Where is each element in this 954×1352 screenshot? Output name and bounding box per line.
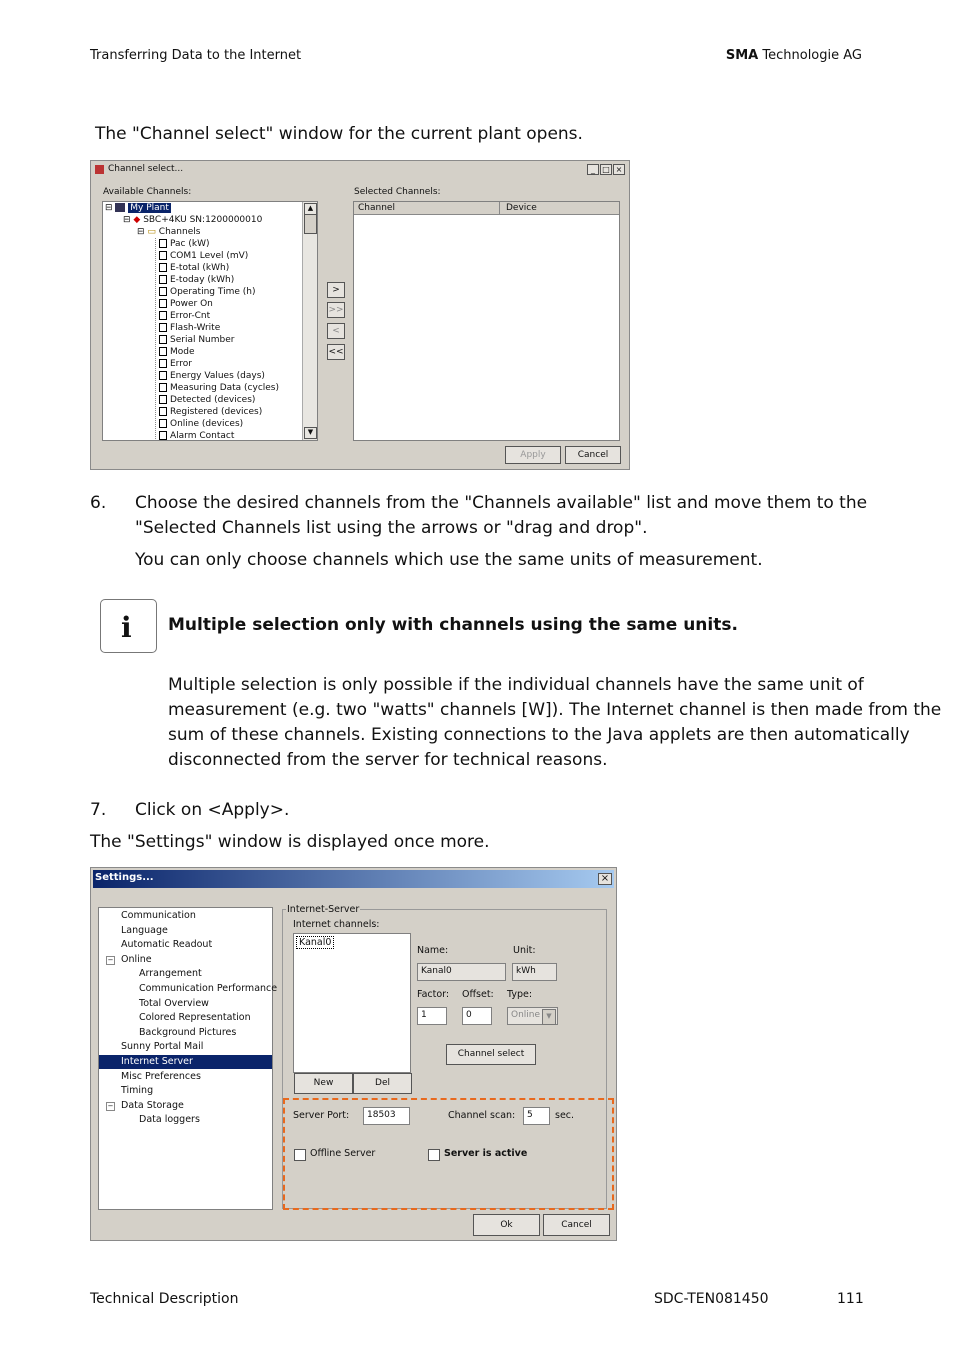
step-7-number: 7. xyxy=(90,800,107,820)
cancel-button[interactable]: Cancel xyxy=(565,446,621,464)
channel-icon xyxy=(159,287,167,296)
settings-window xyxy=(90,867,617,1241)
tree-scrollbar[interactable] xyxy=(302,202,317,440)
channel-label: Energy Values (days) xyxy=(170,371,265,381)
selected-channels-label: Selected Channels: xyxy=(354,187,441,197)
intro-text: The "Channel select" window for the current plant opens. xyxy=(95,124,583,144)
channel-icon xyxy=(159,239,167,248)
move-all-left-button[interactable]: << xyxy=(327,344,345,360)
channel-select-window xyxy=(90,160,630,470)
col-header-device[interactable]: Device xyxy=(500,202,619,215)
channels-folder-label: Channels xyxy=(158,227,201,237)
channel-icon xyxy=(159,335,167,344)
channel-tree-item[interactable] xyxy=(159,287,255,297)
channel-label: E-total (kWh) xyxy=(170,263,230,273)
nav-item[interactable] xyxy=(99,924,272,938)
nav-item-label: Internet Server xyxy=(121,1056,193,1067)
nav-item[interactable] xyxy=(99,909,272,923)
nav-item[interactable] xyxy=(99,1055,272,1069)
settings-title-bar xyxy=(93,870,614,888)
company-suffix: Technologie AG xyxy=(758,48,862,63)
new-button[interactable]: New xyxy=(294,1073,353,1094)
channel-icon xyxy=(159,359,167,368)
nav-item-label: Automatic Readout xyxy=(121,939,213,951)
channel-tree-item[interactable] xyxy=(159,431,234,441)
close-icon[interactable]: × xyxy=(613,164,625,175)
tree-root-node[interactable]: ⊟ My Plant xyxy=(105,203,169,213)
channel-tree-item[interactable] xyxy=(159,323,220,333)
nav-item-label: Communication xyxy=(121,910,196,921)
nav-item-label: Arrangement xyxy=(139,968,202,980)
settings-title: Settings... xyxy=(95,872,154,883)
type-select[interactable] xyxy=(507,1007,558,1025)
channel-tree-item[interactable] xyxy=(159,275,234,285)
channel-select-button[interactable]: Channel select xyxy=(446,1044,536,1065)
channel-label: E-today (kWh) xyxy=(170,275,235,285)
group-title: Internet-Server xyxy=(287,904,360,915)
channel-tree-item[interactable] xyxy=(159,263,229,273)
channel-label: Error-Cnt xyxy=(170,311,211,321)
channel-icon xyxy=(159,431,167,440)
server-port-label: Server Port: xyxy=(293,1110,350,1121)
channel-tree-item[interactable] xyxy=(159,335,234,345)
tree-channels-node[interactable]: ⊟ ▭ Channels xyxy=(137,227,201,237)
app-icon xyxy=(95,165,104,174)
channel-label: Online (devices) xyxy=(170,419,244,429)
info-icon xyxy=(100,599,157,653)
info-line-3: sum of these channels. Existing connections to the Java applets are then automatically xyxy=(168,725,910,745)
channel-label: Flash-Write xyxy=(170,323,221,333)
info-line-1: Multiple selection is only possible if the individual channels have the same unit of xyxy=(168,675,864,695)
channel-tree-item[interactable] xyxy=(159,359,192,369)
nav-item-label: Sunny Portal Mail xyxy=(121,1041,204,1053)
internet-channels-label: Internet channels: xyxy=(293,919,380,930)
title-bar xyxy=(93,163,627,177)
tree-root-label: My Plant xyxy=(130,203,169,213)
folder-icon: ▭ xyxy=(147,227,156,237)
footer-title: Technical Description xyxy=(90,1291,239,1307)
channel-item[interactable]: Kanal0 xyxy=(296,936,334,949)
channel-tree-item[interactable] xyxy=(159,407,262,417)
channel-label: Serial Number xyxy=(170,335,235,345)
nav-item[interactable] xyxy=(99,1026,272,1040)
step-6-note: You can only choose channels which use the same units of measurement. xyxy=(135,550,763,570)
step-7-text: Click on <Apply>. xyxy=(135,800,290,820)
nav-item-label: Data loggers xyxy=(139,1114,200,1126)
nav-item-label: Colored Representation xyxy=(139,1012,251,1024)
footer-doc-code: SDC-TEN081450 xyxy=(654,1291,769,1307)
server-active-label: Server is active xyxy=(444,1148,528,1159)
channel-label: Alarm Contact xyxy=(170,431,235,441)
nav-item[interactable] xyxy=(99,982,278,996)
scroll-up-icon[interactable]: ▲ xyxy=(304,203,317,215)
scroll-thumb[interactable] xyxy=(304,214,317,234)
nav-item[interactable] xyxy=(99,1113,272,1127)
offline-server-label: Offline Server xyxy=(310,1148,376,1159)
nav-item-label: Background Pictures xyxy=(139,1026,237,1038)
col-header-channel[interactable]: Channel xyxy=(354,202,500,215)
footer-page-number: 111 xyxy=(837,1291,864,1307)
nav-item-label: Online xyxy=(121,953,152,965)
nav-item[interactable] xyxy=(99,953,272,967)
info-line-4: disconnected from the server for technical reasons. xyxy=(168,750,608,770)
channel-icon xyxy=(159,323,167,332)
collapse-icon[interactable]: − xyxy=(107,955,114,964)
name-field[interactable]: Kanal0 xyxy=(417,963,506,981)
collapse-icon[interactable]: − xyxy=(107,1101,114,1110)
offset-label: Offset: xyxy=(462,989,494,1000)
nav-item[interactable] xyxy=(99,967,272,981)
channel-icon xyxy=(159,371,167,380)
settings-close-icon[interactable]: × xyxy=(598,873,612,885)
channel-icon xyxy=(159,251,167,260)
factor-field[interactable]: 1 xyxy=(417,1007,447,1025)
scan-unit: sec. xyxy=(555,1110,575,1121)
ok-button[interactable]: Ok xyxy=(473,1214,540,1236)
nav-item[interactable] xyxy=(99,997,272,1011)
running-header-company xyxy=(726,48,862,63)
settings-intro: The "Settings" window is displayed once more. xyxy=(90,832,490,852)
channel-scan-field[interactable]: 5 xyxy=(523,1107,550,1125)
channel-icon xyxy=(159,419,167,428)
nav-item[interactable] xyxy=(99,1084,272,1098)
unit-label: Unit: xyxy=(513,945,536,956)
channel-tree-item[interactable] xyxy=(159,395,255,405)
nav-item[interactable] xyxy=(99,1040,272,1054)
device-icon: ◆ xyxy=(133,215,141,225)
info-glyph: i xyxy=(121,611,132,644)
channel-icon xyxy=(159,263,167,272)
nav-item-label: Language xyxy=(121,924,168,936)
step-6-line-2: "Selected Channels list using the arrows or "drag and drop". xyxy=(135,518,648,538)
unit-field[interactable]: kWh xyxy=(512,963,557,981)
channel-icon xyxy=(159,299,167,308)
channel-label: Operating Time (h) xyxy=(170,287,256,297)
tree-connector xyxy=(155,238,156,441)
channel-label: Measuring Data (cycles) xyxy=(170,383,280,393)
channel-icon xyxy=(159,407,167,416)
chevron-down-icon[interactable]: ▼ xyxy=(542,1009,556,1025)
move-right-button[interactable]: > xyxy=(327,282,345,298)
selected-channels-list[interactable] xyxy=(353,201,620,441)
type-label: Type: xyxy=(507,989,533,1000)
channel-tree-item[interactable] xyxy=(159,347,195,357)
nav-item-label: Total Overview xyxy=(139,997,209,1009)
channel-label: Detected (devices) xyxy=(170,395,256,405)
server-active-checkbox[interactable] xyxy=(428,1149,440,1161)
channel-tree-item[interactable] xyxy=(159,299,213,309)
nav-item[interactable] xyxy=(99,1099,272,1113)
company-brand: SMA xyxy=(725,48,759,63)
channel-icon xyxy=(159,383,167,392)
apply-button[interactable]: Apply xyxy=(505,446,561,464)
offline-server-checkbox[interactable] xyxy=(294,1149,306,1161)
nav-item[interactable] xyxy=(99,938,272,952)
channel-tree-item[interactable] xyxy=(159,251,248,261)
tree-device-node[interactable]: ⊟ ◆ SBC+4KU SN:1200000010 xyxy=(123,215,263,225)
settings-nav-tree[interactable] xyxy=(98,907,278,1210)
nav-item-label: Communication Performance xyxy=(139,983,278,994)
available-channels-label: Available Channels: xyxy=(103,187,192,197)
channel-icon xyxy=(159,395,167,404)
del-button[interactable]: Del xyxy=(353,1073,412,1094)
channel-label: COM1 Level (mV) xyxy=(170,251,249,261)
factor-label: Factor: xyxy=(417,989,450,1000)
channel-label: Pac (kW) xyxy=(170,239,210,249)
nav-item-label: Misc Preferences xyxy=(121,1070,201,1082)
info-title: Multiple selection only with channels using the same units. xyxy=(168,615,738,635)
channel-label: Error xyxy=(170,359,192,369)
plant-icon xyxy=(115,203,125,212)
info-line-2: measurement (e.g. two "watts" channels [W]). The Internet channel is then made from the xyxy=(168,700,942,720)
channel-label: Power On xyxy=(170,299,213,309)
internet-channels-list[interactable] xyxy=(293,933,411,1073)
type-select-value: Online xyxy=(511,1010,541,1020)
maximize-icon[interactable]: □ xyxy=(600,164,612,175)
channel-label: Mode xyxy=(170,347,195,357)
move-left-button[interactable]: < xyxy=(327,323,345,339)
nav-item[interactable] xyxy=(99,1070,272,1084)
nav-item-label: Timing xyxy=(121,1085,154,1097)
minimize-icon[interactable]: _ xyxy=(587,164,599,175)
scroll-down-icon[interactable]: ▼ xyxy=(304,427,317,439)
move-all-right-button[interactable]: >> xyxy=(327,302,345,318)
window-title: Channel select... xyxy=(108,164,184,174)
offset-field[interactable]: 0 xyxy=(462,1007,492,1025)
channel-label: Registered (devices) xyxy=(170,407,263,417)
channel-tree-item[interactable] xyxy=(159,239,209,249)
channel-tree-item[interactable] xyxy=(159,419,243,429)
channel-icon xyxy=(159,311,167,320)
device-label: SBC+4KU SN:1200000010 xyxy=(143,215,263,225)
channel-icon xyxy=(159,347,167,356)
channel-icon xyxy=(159,275,167,284)
channel-tree-item[interactable] xyxy=(159,311,210,321)
settings-cancel-button[interactable]: Cancel xyxy=(543,1214,610,1236)
step-6-line-1: Choose the desired channels from the "Channels available" list and move them to the xyxy=(135,493,868,513)
channel-tree-item[interactable] xyxy=(159,383,279,393)
channel-tree-item[interactable] xyxy=(159,371,265,381)
step-6-number: 6. xyxy=(90,493,107,513)
channel-scan-label: Channel scan: xyxy=(448,1110,516,1121)
server-port-field[interactable]: 18503 xyxy=(363,1107,410,1125)
nav-item-label: Data Storage xyxy=(121,1099,184,1111)
nav-item[interactable] xyxy=(99,1011,272,1025)
name-label: Name: xyxy=(417,945,449,956)
available-channels-tree[interactable] xyxy=(102,201,318,441)
running-header-title: Transferring Data to the Internet xyxy=(90,48,302,63)
